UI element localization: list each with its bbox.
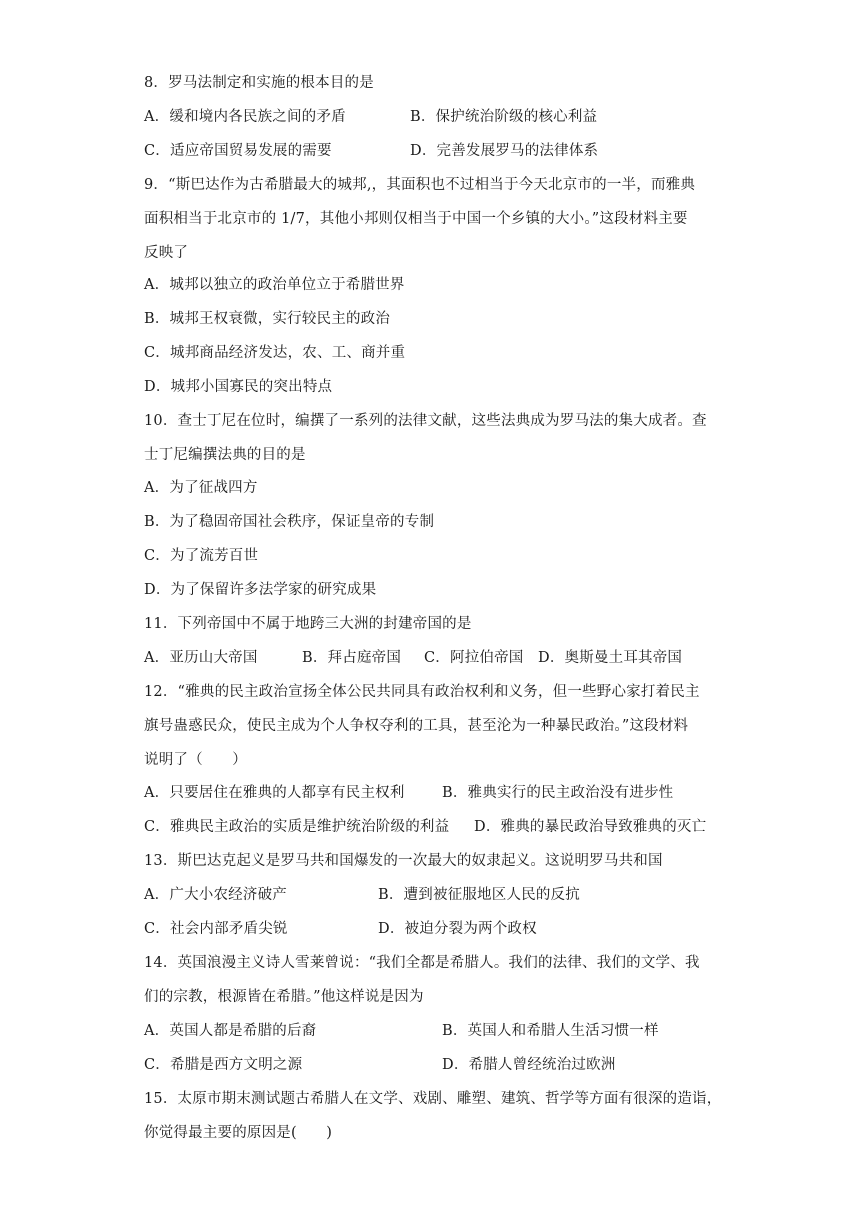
question-14-option-b: B．英国人和希腊人生活习惯一样	[442, 1023, 659, 1039]
question-8-stem: 8．罗马法制定和实施的根本目的是	[144, 75, 374, 91]
question-12-option-d: D．雅典的暴民政治导致雅典的灭亡	[474, 819, 707, 835]
question-9-stem-line-2: 面积相当于北京市的 1/7，其他小邦则仅相当于中国一个乡镇的大小。”这段材料主要	[144, 211, 688, 227]
question-11-option-a: A．亚历山大帝国	[144, 650, 258, 666]
question-9-option-d: D．城邦小国寡民的突出特点	[144, 379, 333, 395]
question-11-option-d: D．奥斯曼土耳其帝国	[538, 650, 683, 666]
question-14-option-d: D．希腊人曾经统治过欧洲	[442, 1057, 616, 1073]
question-10-stem-line-1: 10．查士丁尼在位时，编撰了一系列的法律文献，这些法典成为罗马法的集大成者。查	[144, 413, 707, 429]
question-11-option-c: C．阿拉伯帝国	[424, 650, 524, 666]
question-9-option-b: B．城邦王权衰微，实行较民主的政治	[144, 311, 391, 327]
question-12-option-c: C．雅典民主政治的实质是维护统治阶级的利益	[144, 819, 450, 835]
question-10-option-c: C．为了流芳百世	[144, 548, 259, 564]
question-14-option-a: A．英国人都是希腊的后裔	[144, 1023, 317, 1039]
question-9-stem-line-3: 反映了	[144, 245, 189, 261]
question-12-stem-line-3: 说明了（ ）	[144, 752, 247, 768]
question-8-option-a: A．缓和境内各民族之间的矛盾	[144, 109, 346, 125]
question-14-stem-line-2: 们的宗教，根源皆在希腊。”他这样说是因为	[144, 989, 424, 1005]
question-11-option-b: B．拜占庭帝国	[302, 650, 402, 666]
question-13-option-b: B．遭到被征服地区人民的反抗	[378, 887, 580, 903]
question-12-stem-line-1: 12．“雅典的民主政治宣扬全体公民共同具有政治权利和义务，但一些野心家打着民主	[144, 684, 700, 700]
question-12-stem-line-2: 旗号蛊惑民众，使民主成为个人争权夺利的工具，甚至沦为一种暴民政治。”这段材料	[144, 718, 689, 734]
question-12-option-a: A．只要居住在雅典的人都享有民主权利	[144, 785, 405, 801]
question-9-stem-line-1: 9．“斯巴达作为古希腊最大的城邦,，其面积也不过相当于今天北京市的一半，而雅典	[144, 177, 696, 193]
question-8-option-c: C．适应帝国贸易发展的需要	[144, 143, 332, 159]
question-13-option-a: A．广大小农经济破产	[144, 887, 287, 903]
question-15-stem-line-1: 15．太原市期末测试题古希腊人在文学、戏剧、雕塑、建筑、哲学等方面有很深的造诣，	[144, 1091, 722, 1107]
question-10-option-b: B．为了稳固帝国社会秩序，保证皇帝的专制	[144, 514, 435, 530]
question-10-option-d: D．为了保留许多法学家的研究成果	[144, 582, 377, 598]
question-13-option-c: C．社会内部矛盾尖锐	[144, 921, 288, 937]
question-8-option-b: B．保护统治阶级的核心利益	[410, 109, 598, 125]
question-15-stem-line-2: 你觉得最主要的原因是( )	[144, 1125, 333, 1141]
question-14-option-c: C．希腊是西方文明之源	[144, 1057, 303, 1073]
question-14-stem-line-1: 14．英国浪漫主义诗人雪莱曾说：“我们全都是希腊人。我们的法律、我们的文学、我	[144, 955, 700, 971]
question-12-option-b: B．雅典实行的民主政治没有进步性	[442, 785, 674, 801]
question-8-option-d: D．完善发展罗马的法律体系	[410, 143, 599, 159]
question-11-stem: 11．下列帝国中不属于地跨三大洲的封建帝国的是	[144, 616, 472, 632]
question-9-option-c: C．城邦商品经济发达，农、工、商并重	[144, 345, 406, 361]
question-13-stem: 13．斯巴达克起义是罗马共和国爆发的一次最大的奴隶起义。这说明罗马共和国	[144, 853, 663, 869]
question-9-option-a: A．城邦以独立的政治单位立于希腊世界	[144, 277, 405, 293]
question-10-option-a: A．为了征战四方	[144, 480, 258, 496]
question-10-stem-line-2: 士丁尼编撰法典的目的是	[144, 447, 306, 463]
question-13-option-d: D．被迫分裂为两个政权	[378, 921, 537, 937]
